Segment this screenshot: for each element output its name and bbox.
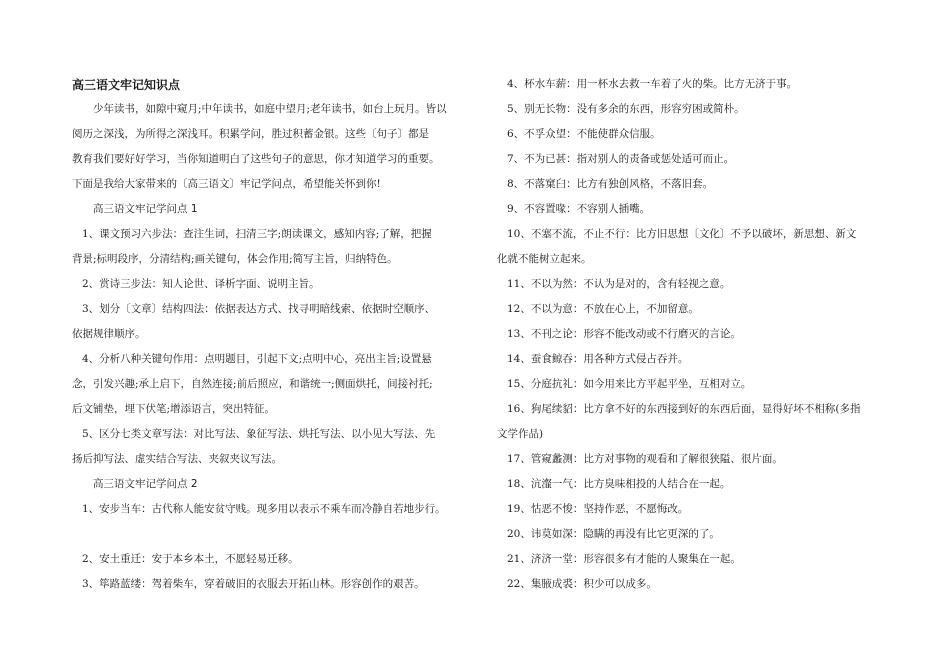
list-item-cont: 化就不能树立起来。 bbox=[497, 253, 592, 265]
list-item: 9、不容置喙：不容别人插嘴。 bbox=[507, 203, 651, 215]
list-item: 2、安土重迁：安于本乡本土，不愿轻易迁移。 bbox=[82, 553, 299, 565]
list-item: 7、不为已甚：指对别人的责备或惩处适可而止。 bbox=[507, 153, 735, 165]
section2-heading: 高三语文牢记学问点 2 bbox=[93, 478, 198, 490]
list-item: 8、不落窠臼：比方有独创风格，不落旧套。 bbox=[507, 178, 714, 190]
list-item: 5、区分七类文章写法：对比写法、象征写法、烘托写法、以小见大写法、先 bbox=[82, 428, 436, 440]
list-item: 11、不以为然：不认为是对的，含有轻视之意。 bbox=[507, 278, 731, 290]
section2-list-right bbox=[497, 72, 860, 597]
intro-paragraph bbox=[72, 97, 447, 197]
list-item: 4、分析八种关键句作用：点明题目，引起下文;点明中心，亮出主旨;设置悬 bbox=[82, 353, 432, 365]
section-heading bbox=[93, 472, 198, 497]
list-item-cont: 扬后抑写法、虚实结合写法、夹叙夹议写法。 bbox=[72, 453, 282, 465]
list-item: 1、安步当车：古代称人能安贫守贱。现多用以表示不乘车而冷静自若地步行。 bbox=[82, 503, 446, 515]
list-item: 2、赏诗三步法：知人论世、译析字面、说明主旨。 bbox=[82, 278, 320, 290]
list-item: 10、不塞不流，不止不行：比方旧思想〔文化〕不予以破坏，新思想、新文 bbox=[507, 228, 857, 240]
list-item: 12、不以为意：不放在心上，不加留意。 bbox=[507, 303, 699, 315]
intro-line: 下面是我给大家带来的〔高三语文〕牢记学问点，希望能关怀到你! bbox=[72, 178, 381, 190]
list-item: 22、集腋成裘：积少可以成多。 bbox=[507, 578, 657, 590]
document-title: 高三语文牢记知识点 bbox=[72, 78, 181, 92]
list-item: 14、蚕食鲸吞：用各种方式侵占吞并。 bbox=[507, 353, 689, 365]
list-item: 1、课文预习六步法：查注生词，扫清三字;朗读课文，感知内容;了解，把握 bbox=[82, 228, 432, 240]
list-item: 3、筚路蓝缕：驾着柴车，穿着破旧的衣服去开拓山林。形容创作的艰苦。 bbox=[82, 578, 425, 590]
list-item: 3、划分〔文章〕结构四法：依据表达方式、找寻明暗线索、依据时空顺序、 bbox=[82, 303, 436, 315]
list-item: 4、杯水车薪：用一杯水去救一车着了火的柴。比方无济于事。 bbox=[507, 78, 798, 90]
list-item-cont: 后文铺垫，埋下伏笔;增添语言，突出特征。 bbox=[72, 403, 276, 415]
list-item: 5、别无长物：没有多余的东西，形容穷困或简朴。 bbox=[507, 103, 745, 115]
intro-line: 教育我们要好好学习，当你知道明白了这些句子的意思，你才知道学习的重要。 bbox=[72, 153, 440, 165]
list-item-cont: 文学作品) bbox=[497, 428, 544, 440]
section1-heading: 高三语文牢记学问点 1 bbox=[93, 203, 198, 215]
section-heading bbox=[93, 197, 198, 222]
list-item: 16、狗尾续貂：比方拿不好的东西接到好的东西后面，显得好坏不相称(多指 bbox=[507, 403, 861, 415]
list-item: 18、沆瀣一气：比方臭味相投的人结合在一起。 bbox=[507, 478, 731, 490]
list-item-cont: 依据规律顺序。 bbox=[72, 328, 146, 340]
list-item: 6、不孚众望：不能使群众信服。 bbox=[507, 128, 661, 140]
list-item: 13、不刊之论：形容不能改动或不行磨灭的言论。 bbox=[507, 328, 741, 340]
list-item: 20、讳莫如深：隐瞒的再没有比它更深的了。 bbox=[507, 528, 720, 540]
list-item-cont: 背景;标明段序，分清结构;画关键句，体会作用;简写主旨，归纳特色。 bbox=[72, 253, 398, 265]
list-item: 19、怙恶不悛：坚持作恶，不愿悔改。 bbox=[507, 503, 689, 515]
intro-line: 少年读书，如隙中窥月;中年读书，如庭中望月;老年读书，如台上玩月。皆以 bbox=[93, 103, 447, 115]
section1-list bbox=[72, 222, 435, 472]
blank-line bbox=[72, 522, 446, 547]
section2-list-left bbox=[72, 497, 446, 597]
intro-line: 阅历之深浅，为所得之深浅耳。积累学问，胜过积蓄金银。这些〔句子〕都是 bbox=[72, 128, 429, 140]
list-item: 15、分庭抗礼：如今用来比方平起平坐，互相对立。 bbox=[507, 378, 752, 390]
list-item-cont: 念，引发兴趣;承上启下，自然连接;前后照应，和谐统一;侧面烘托，间接衬托; bbox=[72, 378, 433, 390]
list-item: 17、管窥蠡测：比方对事物的观看和了解很狭隘、很片面。 bbox=[507, 453, 783, 465]
list-item: 21、济济一堂：形容很多有才能的人聚集在一起。 bbox=[507, 553, 741, 565]
